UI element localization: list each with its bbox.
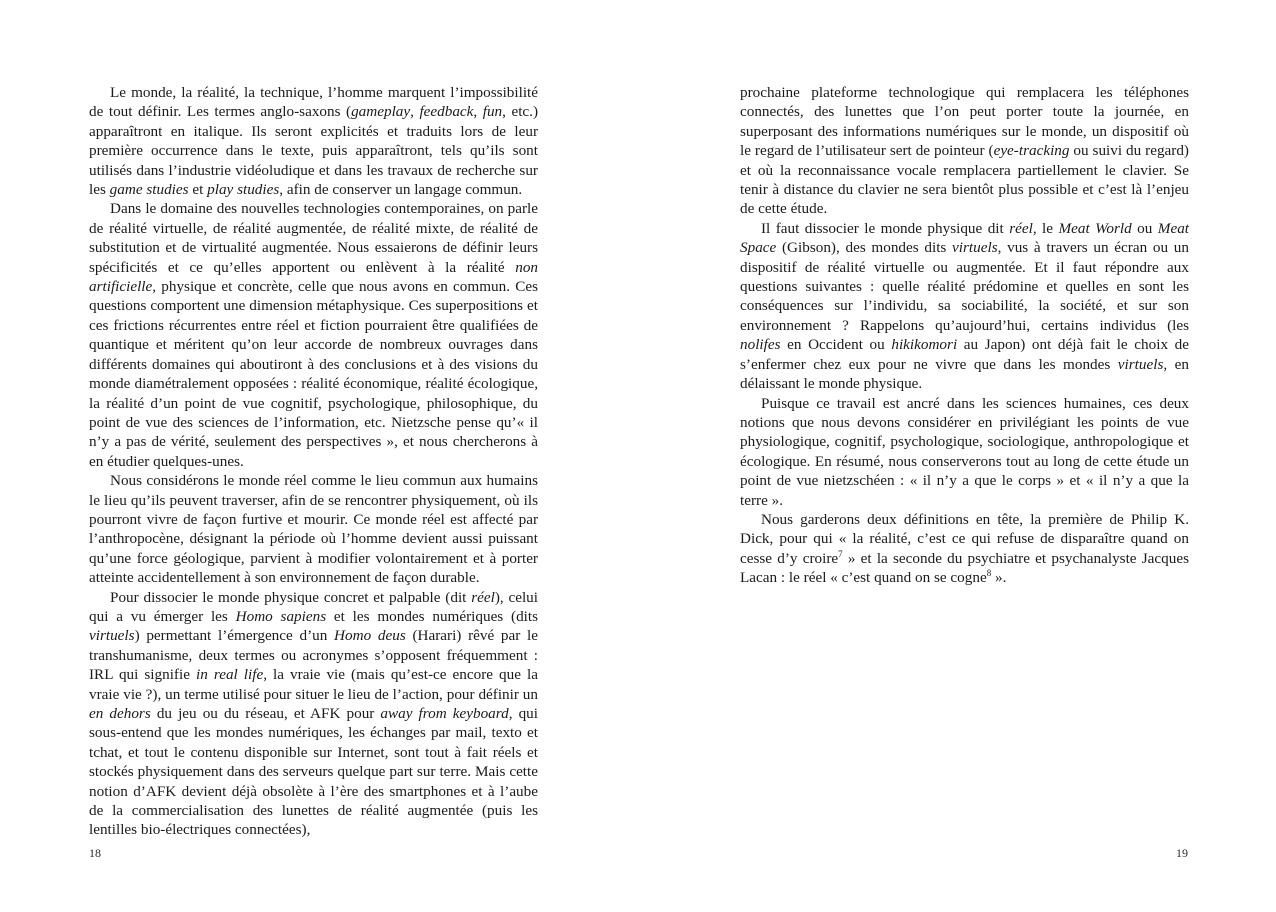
text-run: Pour dissocier le monde physique concret et palpable (dit <box>110 588 472 606</box>
italic-term: Homo deus <box>334 627 406 645</box>
left-page-body <box>89 83 538 840</box>
text-run: , vus à travers un écran ou un dispositif de réalité virtuelle ou augmentée. Et il faut répondre aux questions suivantes : quelle réalité prédomine et quelles en sont les conséquences sur l’individu, sa sociabilité, la société, et sur son environnement ? Rappelons qu’aujourd’hui, certains individus (les <box>740 239 1189 334</box>
italic-term: Meat World <box>1058 219 1132 237</box>
italic-term: réel <box>1009 219 1033 237</box>
text-run: ou <box>1131 219 1158 237</box>
paragraph <box>89 588 538 840</box>
italic-term: eye-tracking <box>993 142 1070 160</box>
italic-term: virtuels <box>952 239 998 257</box>
right-page-body <box>740 83 1189 588</box>
text-run: Nous garderons deux définitions en tête, la première de Philip K. Dick, pour qui « la réalité, c’est ce qui refuse de disparaître quand on cesse d’y croire <box>740 510 1189 567</box>
italic-term: hikikomori <box>891 336 958 354</box>
text-run: au Japon) ont déjà fait le choix de s’enfermer chez eux pour ne vivre que dans les mondes <box>740 336 1189 373</box>
italic-term: réel <box>471 588 495 606</box>
paragraph <box>740 83 1189 219</box>
page-number: 19 <box>1176 846 1188 860</box>
italic-term: fun <box>482 103 503 121</box>
footnote-ref: 8 <box>986 568 992 579</box>
italic-term: nolifes <box>740 336 781 354</box>
paragraph <box>740 394 1189 510</box>
text-run: ) permettant l’émergence d’un <box>134 627 335 645</box>
italic-term: gameplay <box>351 103 411 121</box>
text-run: du jeu ou du réseau, et AFK pour <box>150 705 381 722</box>
text-run: prochaine plateforme technologique qui remplacera les téléphones connectés, des lunettes que l’on peut porter toute la journée, en superposant des informations numériques sur le monde, un dispositif où le regard de l’utilisateur sert de pointeur ( <box>740 84 1189 160</box>
text-run: Nous considérons le monde réel comme le lieu commun aux humains le lieu qu’ils peuvent traverser, afin de se rencontrer physiquement, où ils pourront vivre de façon furtive et mourir. Ce monde réel est affecté par l’anthropocène, désignant la période où l’homme devient aussi puissant qu’une force géologique, parvient à modifier volontairement et à porter atteinte accidentellement à son environnement de façon durable. <box>89 472 538 587</box>
text-run: , <box>473 103 483 121</box>
right-page <box>638 0 1276 912</box>
italic-term: en dehors <box>89 705 151 722</box>
text-run: Puisque ce travail est ancré dans les sciences humaines, ces deux notions que nous devons considérer en privilégiant les points de vue physiologique, cognitif, psychologique, sociologique, anthropologique et écologique. En résumé, nous conserverons tout au long de cette étude un point de vue nietzschéen : « il n’y a que le corps » et « il n’y a que la terre ». <box>740 394 1189 509</box>
italic-term: in real life <box>196 666 264 684</box>
italic-term: game studies <box>109 181 189 199</box>
text-run: , qui sous-entend que les mondes numériques, les échanges par mail, texto et tchat, et tout le contenu disponible sur Internet, sont tout à fait réels et stockés physiquement dans des serveurs quelque part sur terre. Mais cette notion d’AFK devient déjà obsolète à l’ère des smartphones et à l’aube de la commercialisation des lunettes de réalité augmentée (puis les lentilles bio-électriques connectées), <box>89 705 538 839</box>
text-run: (Harari) rêvé par le transhumanisme, deux termes ou acronymes s’opposent fréquemment : IRL qui signifie <box>89 627 538 684</box>
italic-term: Meat Space <box>740 219 1190 257</box>
italic-term: play studies <box>207 181 280 199</box>
text-run: ». <box>991 569 1007 587</box>
text-run: (Gibson), des mondes dits <box>776 239 953 257</box>
text-run: , etc.) apparaîtront en italique. Ils seront explicités et traduits lors de leur première occurrence dans le texte, puis apparaîtront, tels qu’ils sont utilisés dans l’industrie vidéoludique et dans les travaux de recherche sur les <box>89 103 539 199</box>
italic-term: Homo sapiens <box>235 607 327 625</box>
italic-term: feedback <box>419 103 474 121</box>
text-run: , afin de conserver un langage commun. <box>279 181 523 199</box>
text-run: et les mondes numériques (dits <box>326 607 539 625</box>
text-run: et <box>188 181 208 199</box>
footnote-ref: 7 <box>838 548 843 559</box>
text-run: , <box>410 103 420 121</box>
text-run: » et la seconde du psychiatre et psychanalyste Jacques Lacan : le réel « c’est quand on se cogne <box>740 549 1189 587</box>
text-run: , la vraie vie (mais qu’est-ce encore que la vraie vie ?), un terme utilisé pour situer le lieu de l’action, pour définir un <box>89 666 538 703</box>
italic-term: away from keyboard <box>380 705 509 722</box>
text-run: , en délaissant le monde physique. <box>740 355 1189 393</box>
paragraph <box>89 471 538 587</box>
text-run: , physique et concrète, celle que nous avons en commun. Ces questions comportent une dimension métaphysique. Ces superpositions et ces frictions récurrentes entre réel et fiction pourraient être qualifiées de quantique et méritent qu’on leur accorde de nombreux ouvrages dans différents domaines qui aboutiront à des conclusions et à des visions du monde diamétralement opposées : réalité économique, réalité écologique, la réalité d’un point de vue cognitif, psychologique, philosophique, du point de vue des sciences de l’information, etc. Nietzsche pense qu’« il n’y a pas de vérité, seulement des perspectives », et nous chercherons à en étudier quelques-unes. <box>89 278 538 470</box>
paragraph <box>89 83 538 199</box>
text-run: ), celui qui a vu émerger les <box>89 588 538 625</box>
paragraph <box>740 219 1189 394</box>
text-run: Dans le domaine des nouvelles technologies contemporaines, on parle de réalité virtuelle, de réalité augmentée, de réalité mixte, de réalité de substitution et de virtualité augmentée. Nous essaierons de définir leurs spécificités et ce qu’elles apportent ou enlèvent à la réalité <box>89 200 538 276</box>
paragraph <box>89 199 538 471</box>
text-run: Il faut dissocier le monde physique dit <box>761 219 1010 237</box>
italic-term: non artificielle <box>89 258 538 296</box>
paragraph <box>740 510 1189 588</box>
text-run: en Occident ou <box>780 336 892 354</box>
italic-term: virtuels <box>89 627 135 645</box>
text-run: , le <box>1032 219 1059 237</box>
text-run: ou suivi du regard) et où la reconnaissance vocale remplacera partiellement le clavier. Se tenir à distance du clavier ne sera bientôt plus possible et c’est là l’enjeu de cette étude. <box>740 142 1189 218</box>
italic-term: virtuels <box>1117 355 1164 373</box>
text-run: Le monde, la réalité, la technique, l’homme marquent l’impossibilité de tout définir. Les termes anglo-saxons ( <box>89 84 538 121</box>
page-number: 18 <box>89 846 101 860</box>
